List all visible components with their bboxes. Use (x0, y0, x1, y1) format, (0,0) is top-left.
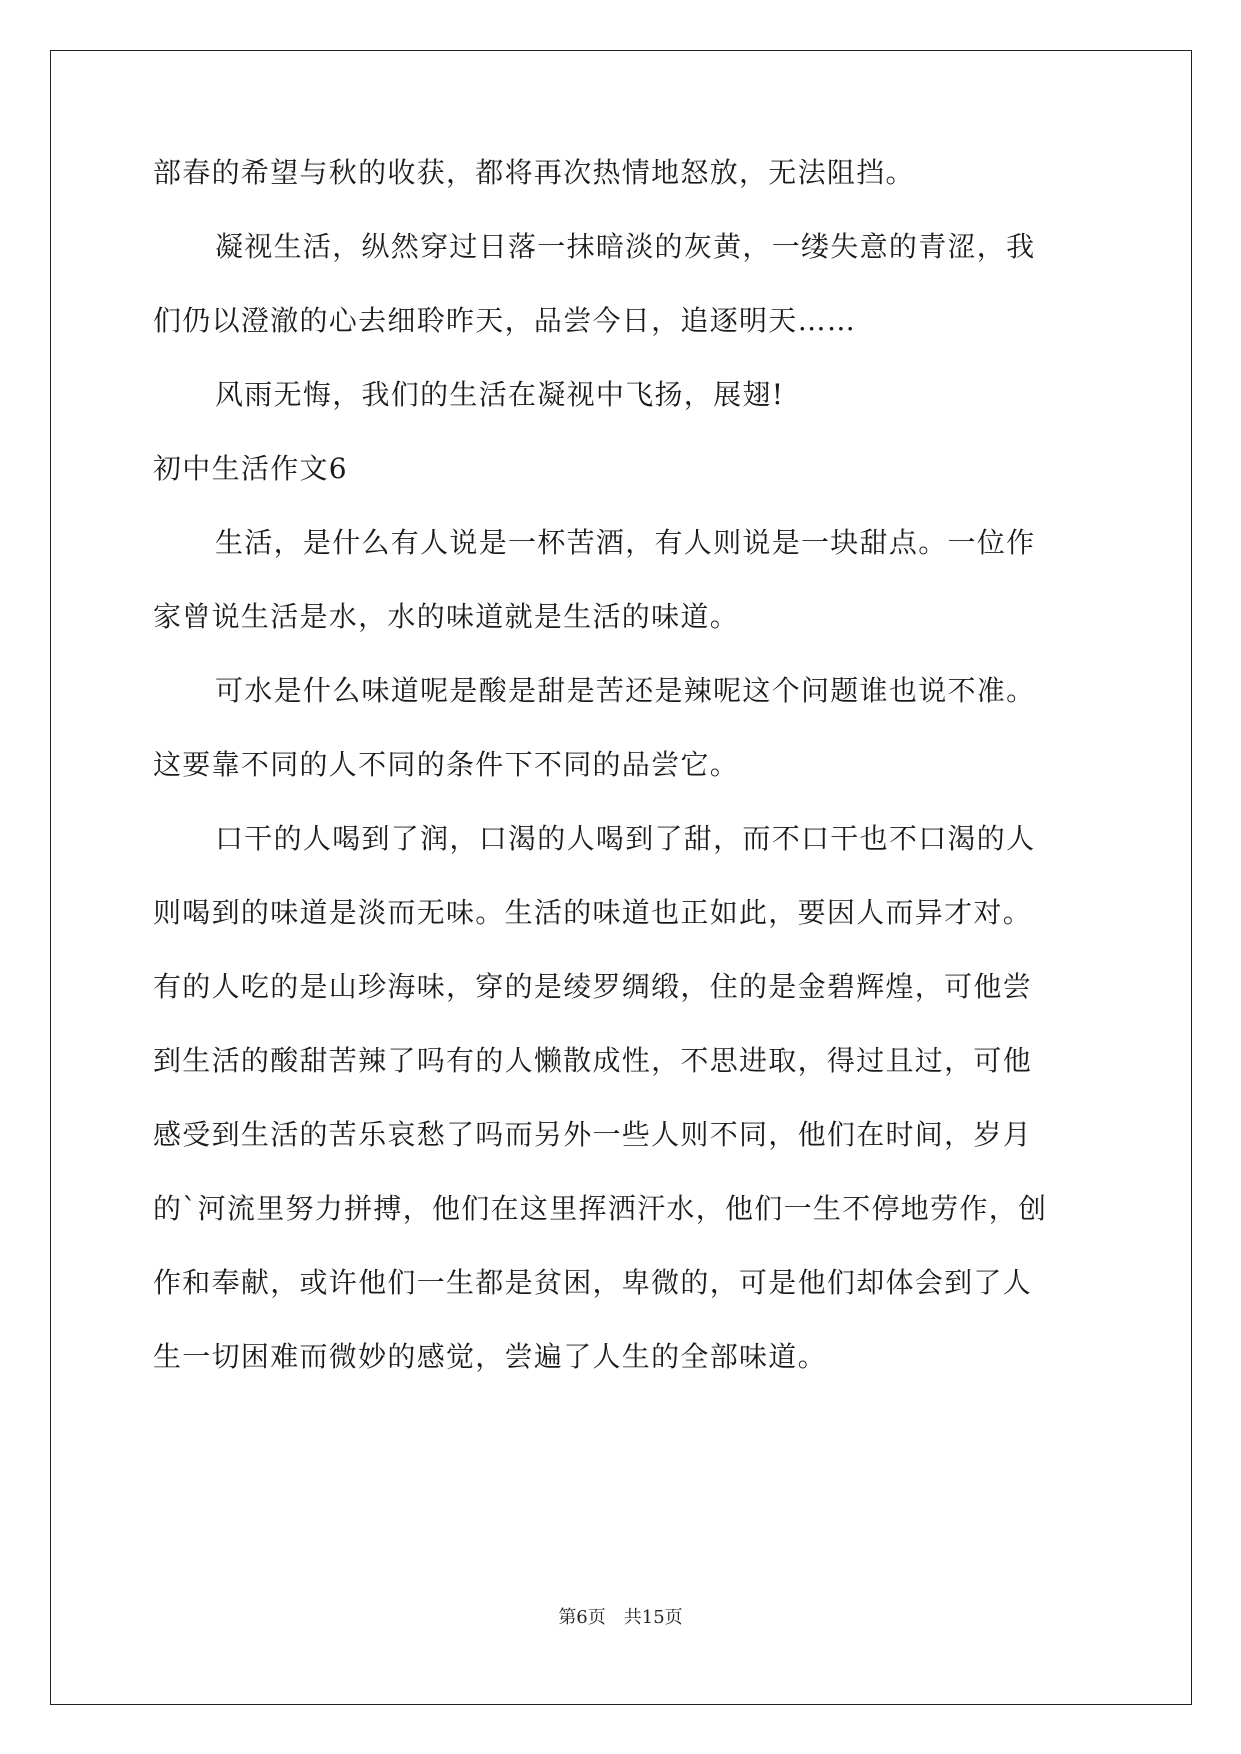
page-border (50, 50, 1192, 1705)
paragraph-start: 凝视生活，纵然穿过日落一抹暗淡的灰黄，一缕失意的青涩，我 (215, 230, 1036, 263)
text-line: 部春的希望与秋的收获，都将再次热情地怒放，无法阻挡。 (153, 156, 915, 189)
text-line: 到生活的酸甜苦辣了吗有的人懒散成性，不思进取，得过且过，可他 (153, 1044, 1033, 1077)
text-line: 的`河流里努力拼搏，他们在这里挥洒汗水，他们一生不停地劳作，创 (153, 1192, 1048, 1225)
text-line: 则喝到的味道是淡而无味。生活的味道也正如此，要因人而异才对。 (153, 896, 1033, 929)
text-line: 家曾说生活是水，水的味道就是生活的味道。 (153, 600, 740, 633)
page-number-footer: 第6页 共15页 (558, 1607, 683, 1628)
section-heading: 初中生活作文6 (153, 452, 348, 485)
text-line: 作和奉献，或许他们一生都是贫困，卑微的，可是他们却体会到了人 (153, 1266, 1033, 1299)
text-line: 生一切困难而微妙的感觉，尝遍了人生的全部味道。 (153, 1340, 827, 1373)
paragraph-start: 口干的人喝到了润，口渴的人喝到了甜，而不口干也不口渴的人 (215, 822, 1036, 855)
text-line: 这要靠不同的人不同的条件下不同的品尝它。 (153, 748, 740, 781)
text-line: 们仍以澄澈的心去细聆昨天，品尝今日，追逐明天…… (153, 304, 857, 337)
paragraph-start: 生活，是什么有人说是一杯苦酒，有人则说是一块甜点。一位作 (215, 526, 1036, 559)
paragraph-start: 可水是什么味道呢是酸是甜是苦还是辣呢这个问题谁也说不准。 (215, 674, 1036, 707)
text-line: 感受到生活的苦乐哀愁了吗而另外一些人则不同，他们在时间，岁月 (153, 1118, 1033, 1151)
paragraph-start: 风雨无悔，我们的生活在凝视中飞扬，展翅! (215, 378, 785, 411)
text-line: 有的人吃的是山珍海味，穿的是绫罗绸缎，住的是金碧辉煌，可他尝 (153, 970, 1033, 1003)
